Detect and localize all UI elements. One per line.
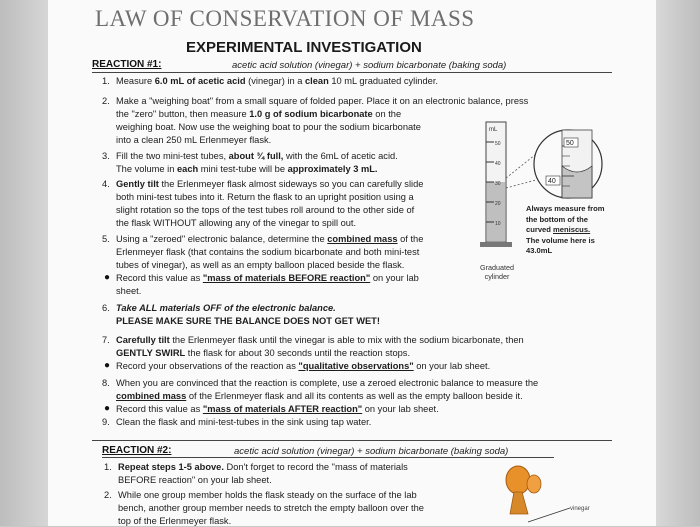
tick-label: 50 — [495, 141, 501, 147]
cylinder-liquid — [487, 182, 505, 241]
step8-line1: When you are convinced that the reaction is complete, use a zeroed electronic balance to measure the — [116, 378, 539, 388]
balloon — [506, 466, 530, 494]
reaction1-equation: acetic acid solution (vinegar) + sodium bicarbonate (baking soda) — [232, 60, 507, 71]
reaction2-label: REACTION #2: — [102, 445, 172, 456]
reaction1-label: REACTION #1: — [92, 59, 162, 70]
step4-line2: both mini-test tubes into it. Return the flask to an upright position using a — [116, 192, 414, 202]
step7-line1: Carefully tilt the Erlenmeyer flask until the vinegar is able to mix with the sodium bicarbonate, then — [116, 335, 524, 345]
zoom-label-bottom: 40 — [548, 178, 556, 185]
step5-line3: tubes of vinegar), as well as an empty balloon placed beside the flask. — [116, 260, 405, 270]
r2-step1-line1: Repeat steps 1-5 above. Don't forget to record the "mass of materials — [118, 462, 408, 472]
reaction2-top-rule — [92, 440, 612, 441]
r2-step1-line2: BEFORE reaction" on your lab sheet. — [118, 475, 272, 485]
step7-number: 7. — [102, 335, 110, 345]
tick-label: 30 — [495, 181, 501, 187]
reaction1-rule — [92, 72, 612, 73]
step1-number: 1. — [102, 76, 110, 86]
step1-text: Measure 6.0 mL of acetic acid (vinegar) in a clean 10 mL graduated cylinder. — [116, 76, 438, 86]
vinegar-label: vinegar — [570, 506, 590, 512]
step5-line2: Erlenmeyer flask (that contains the sodium bicarbonate and both mini-test — [116, 247, 420, 257]
step8-number: 8. — [102, 378, 110, 388]
bullet2-text: Record your observations of the reaction as "qualitative observations" on your lab sheet. — [116, 361, 491, 371]
step5-line1: Using a "zeroed" electronic balance, determine the combined mass of the — [116, 234, 424, 244]
cylinder-caption: Graduated cylinder — [480, 263, 514, 281]
cylinder-base — [480, 242, 512, 247]
reaction2-rule — [102, 457, 554, 458]
step4-line1: Gently tilt the Erlenmeyer flask almost sideways so you can carefully slide — [116, 179, 424, 189]
r2-step1-number: 1. — [104, 462, 112, 472]
step3-line2: The volume in each mini test-tube will be approximately 3 mL. — [116, 164, 378, 174]
page-subtitle: EXPERIMENTAL INVESTIGATION — [186, 39, 422, 56]
r2-step2-number: 2. — [104, 490, 112, 500]
step6-line2: PLEASE MAKE SURE THE BALANCE DOES NOT GET WET! — [116, 316, 380, 326]
step4-line4: the flask WITHOUT allowing any of the vinegar to spill out. — [116, 218, 357, 228]
tick-label: 40 — [495, 161, 501, 167]
step2-line4: into a clean 250 mL Erlenmeyer flask. — [116, 135, 272, 145]
r2-step2-line2: bench, another group member needs to stretch the empty balloon over the — [118, 503, 424, 513]
bullet-dot: ● — [104, 360, 111, 371]
step5-number: 5. — [102, 234, 110, 244]
step6-number: 6. — [102, 303, 110, 313]
step8-line2: combined mass of the Erlenmeyer flask and all its contents as well as the empty balloon beside it. — [116, 391, 523, 401]
page-shadow-left — [0, 0, 48, 526]
step9-text: Clean the flask and mini-test-tubes in the sink using tap water. — [116, 417, 372, 427]
cylinder-unit: mL — [489, 127, 498, 133]
zoom-label-top: 50 — [566, 140, 574, 147]
step4-number: 4. — [102, 179, 110, 189]
bullet1-line2: sheet. — [116, 286, 142, 296]
bullet1-line1: Record this value as "mass of materials BEFORE reaction" on your lab — [116, 273, 419, 283]
r2-step2-line3: top of the Erlenmeyer flask. — [118, 516, 232, 526]
step7-line2: GENTLY SWIRL the flask for about 30 seconds until the reaction stops. — [116, 348, 411, 358]
step6-line1: Take ALL materials OFF of the electronic balance. — [116, 303, 336, 313]
step2-number: 2. — [102, 96, 110, 106]
step2-line3: weighing boat. Now use the weighing boat to pour the sodium bicarbonate — [116, 122, 421, 132]
page-shadow-right — [656, 0, 700, 526]
step3-number: 3. — [102, 151, 110, 161]
bullet-dot: ● — [104, 272, 111, 283]
step2-line2: the "zero" button, then measure 1.0 g of sodium bicarbonate on the — [116, 109, 402, 119]
r2-step2-line1: While one group member holds the flask steady on the surface of the lab — [118, 490, 417, 500]
meniscus-note: Always measure from the bottom of the curved meniscus. The volume here is 43.0mL — [526, 204, 605, 255]
step4-line3: slight rotation so the tops of the test tubes roll around to the other side of — [116, 205, 415, 215]
page-title: LAW OF CONSERVATION OF MASS — [95, 6, 475, 31]
reaction2-equation: acetic acid solution (vinegar) + sodium bicarbonate (baking soda) — [234, 446, 509, 457]
balloon-flask-illustration — [494, 462, 602, 526]
bullet-dot: ● — [104, 403, 111, 414]
bullet3-text: Record this value as "mass of materials AFTER reaction" on your lab sheet. — [116, 404, 439, 414]
tick-label: 20 — [495, 201, 501, 207]
step3-line1: Fill the two mini-test tubes, about ¾ full, with the 6mL of acetic acid. — [116, 151, 398, 161]
step9-number: 9. — [102, 417, 110, 427]
step2-line1: Make a "weighing boat" from a small square of folded paper. Place it on an electronic balance, press — [116, 96, 529, 106]
tick-label: 10 — [495, 221, 501, 227]
pointer-line — [528, 508, 570, 522]
